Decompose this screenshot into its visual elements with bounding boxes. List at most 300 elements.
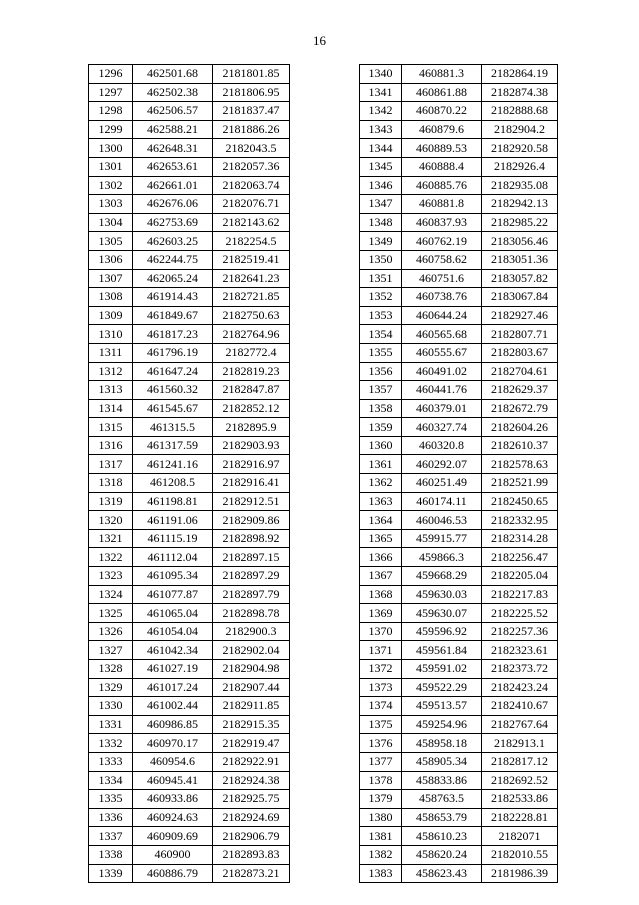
point-number-cell: 1343 — [360, 120, 402, 139]
point-number-cell: 1316 — [89, 436, 133, 455]
y-coordinate-cell: 2182874.38 — [482, 83, 558, 102]
point-number-cell: 1364 — [360, 511, 402, 530]
point-number-cell: 1341 — [360, 83, 402, 102]
point-number-cell: 1323 — [89, 567, 133, 586]
table-row — [360, 399, 558, 418]
x-coordinate-cell: 462661.01 — [133, 176, 213, 195]
x-coordinate-cell: 459630.03 — [402, 585, 482, 604]
y-coordinate-cell: 2182423.24 — [482, 678, 558, 697]
table-row — [360, 604, 558, 623]
point-number-cell: 1299 — [89, 120, 133, 139]
table-row — [89, 288, 290, 307]
y-coordinate-cell: 2182750.63 — [213, 306, 290, 325]
table-row — [89, 622, 290, 641]
table-row — [89, 232, 290, 251]
table-row — [360, 306, 558, 325]
table-row — [360, 474, 558, 493]
x-coordinate-cell: 459522.29 — [402, 678, 482, 697]
x-coordinate-cell: 460837.93 — [402, 213, 482, 232]
y-coordinate-cell: 2182904.98 — [213, 660, 290, 679]
table-row — [89, 827, 290, 846]
table-row — [360, 269, 558, 288]
point-number-cell: 1365 — [360, 529, 402, 548]
x-coordinate-cell: 460970.17 — [133, 734, 213, 753]
point-number-cell: 1307 — [89, 269, 133, 288]
y-coordinate-cell: 2182672.79 — [482, 399, 558, 418]
x-coordinate-cell: 462501.68 — [133, 65, 213, 84]
x-coordinate-cell: 460738.76 — [402, 288, 482, 307]
table-row — [89, 157, 290, 176]
y-coordinate-cell: 2182924.69 — [213, 808, 290, 827]
point-number-cell: 1350 — [360, 250, 402, 269]
y-coordinate-cell: 2181986.39 — [482, 864, 558, 883]
y-coordinate-cell: 2182578.63 — [482, 455, 558, 474]
point-number-cell: 1303 — [89, 195, 133, 214]
point-number-cell: 1327 — [89, 641, 133, 660]
x-coordinate-cell: 460909.69 — [133, 827, 213, 846]
y-coordinate-cell: 2182143.62 — [213, 213, 290, 232]
x-coordinate-cell: 460174.11 — [402, 492, 482, 511]
y-coordinate-cell: 2182864.19 — [482, 65, 558, 84]
x-coordinate-cell: 461317.59 — [133, 436, 213, 455]
point-number-cell: 1378 — [360, 771, 402, 790]
x-coordinate-cell: 461042.34 — [133, 641, 213, 660]
y-coordinate-cell: 2182898.78 — [213, 604, 290, 623]
y-coordinate-cell: 2182807.71 — [482, 325, 558, 344]
point-number-cell: 1366 — [360, 548, 402, 567]
point-number-cell: 1302 — [89, 176, 133, 195]
table-row — [89, 176, 290, 195]
point-number-cell: 1315 — [89, 418, 133, 437]
point-number-cell: 1305 — [89, 232, 133, 251]
point-number-cell: 1304 — [89, 213, 133, 232]
table-row — [89, 678, 290, 697]
table-row — [89, 474, 290, 493]
y-coordinate-cell: 2182533.86 — [482, 790, 558, 809]
x-coordinate-cell: 459254.96 — [402, 715, 482, 734]
point-number-cell: 1335 — [89, 790, 133, 809]
table-row — [89, 455, 290, 474]
y-coordinate-cell: 2182888.68 — [482, 102, 558, 121]
x-coordinate-cell: 460327.74 — [402, 418, 482, 437]
x-coordinate-cell: 462244.75 — [133, 250, 213, 269]
y-coordinate-cell: 2182767.64 — [482, 715, 558, 734]
y-coordinate-cell: 2182604.26 — [482, 418, 558, 437]
x-coordinate-cell: 460861.88 — [402, 83, 482, 102]
y-coordinate-cell: 2182610.37 — [482, 436, 558, 455]
y-coordinate-cell: 2182410.67 — [482, 697, 558, 716]
x-coordinate-cell: 460379.01 — [402, 399, 482, 418]
point-number-cell: 1352 — [360, 288, 402, 307]
y-coordinate-cell: 2183056.46 — [482, 232, 558, 251]
y-coordinate-cell: 2182912.51 — [213, 492, 290, 511]
x-coordinate-cell: 461241.16 — [133, 455, 213, 474]
x-coordinate-cell: 461095.34 — [133, 567, 213, 586]
y-coordinate-cell: 2182228.81 — [482, 808, 558, 827]
coordinates-table-right — [359, 64, 558, 883]
table-row — [360, 529, 558, 548]
y-coordinate-cell: 2182314.28 — [482, 529, 558, 548]
table-row — [89, 362, 290, 381]
table-row — [360, 250, 558, 269]
table-row — [360, 660, 558, 679]
table-row — [89, 269, 290, 288]
point-number-cell: 1314 — [89, 399, 133, 418]
point-number-cell: 1376 — [360, 734, 402, 753]
table-row — [89, 306, 290, 325]
table-row — [360, 715, 558, 734]
table-row — [360, 213, 558, 232]
table-row — [89, 660, 290, 679]
x-coordinate-cell: 460886.79 — [133, 864, 213, 883]
table-row — [89, 567, 290, 586]
table-row — [360, 343, 558, 362]
y-coordinate-cell: 2182076.71 — [213, 195, 290, 214]
y-coordinate-cell: 2181801.85 — [213, 65, 290, 84]
y-coordinate-cell: 2182897.29 — [213, 567, 290, 586]
y-coordinate-cell: 2182985.22 — [482, 213, 558, 232]
point-number-cell: 1308 — [89, 288, 133, 307]
coordinates-table-left — [88, 64, 290, 883]
table-row — [360, 641, 558, 660]
x-coordinate-cell: 459591.02 — [402, 660, 482, 679]
table-row — [360, 102, 558, 121]
point-number-cell: 1317 — [89, 455, 133, 474]
y-coordinate-cell: 2182257.36 — [482, 622, 558, 641]
y-coordinate-cell: 2182217.83 — [482, 585, 558, 604]
x-coordinate-cell: 460441.76 — [402, 381, 482, 400]
x-coordinate-cell: 459596.92 — [402, 622, 482, 641]
table-row — [360, 455, 558, 474]
y-coordinate-cell: 2182692.52 — [482, 771, 558, 790]
point-number-cell: 1351 — [360, 269, 402, 288]
y-coordinate-cell: 2182935.08 — [482, 176, 558, 195]
x-coordinate-cell: 461065.04 — [133, 604, 213, 623]
x-coordinate-cell: 459668.29 — [402, 567, 482, 586]
y-coordinate-cell: 2182010.55 — [482, 845, 558, 864]
table-row — [360, 418, 558, 437]
y-coordinate-cell: 2182819.23 — [213, 362, 290, 381]
x-coordinate-cell: 461077.87 — [133, 585, 213, 604]
y-coordinate-cell: 2182924.38 — [213, 771, 290, 790]
y-coordinate-cell: 2181806.95 — [213, 83, 290, 102]
table-row — [360, 139, 558, 158]
point-number-cell: 1306 — [89, 250, 133, 269]
point-number-cell: 1301 — [89, 157, 133, 176]
x-coordinate-cell: 461002.44 — [133, 697, 213, 716]
x-coordinate-cell: 460565.68 — [402, 325, 482, 344]
y-coordinate-cell: 2182519.41 — [213, 250, 290, 269]
x-coordinate-cell: 461817.23 — [133, 325, 213, 344]
y-coordinate-cell: 2182764.96 — [213, 325, 290, 344]
y-coordinate-cell: 2182873.21 — [213, 864, 290, 883]
y-coordinate-cell: 2182916.41 — [213, 474, 290, 493]
y-coordinate-cell: 2182852.12 — [213, 399, 290, 418]
point-number-cell: 1333 — [89, 752, 133, 771]
table-row — [360, 65, 558, 84]
point-number-cell: 1334 — [89, 771, 133, 790]
x-coordinate-cell: 462065.24 — [133, 269, 213, 288]
x-coordinate-cell: 461914.43 — [133, 288, 213, 307]
y-coordinate-cell: 2182721.85 — [213, 288, 290, 307]
point-number-cell: 1313 — [89, 381, 133, 400]
y-coordinate-cell: 2182373.72 — [482, 660, 558, 679]
y-coordinate-cell: 2182902.04 — [213, 641, 290, 660]
x-coordinate-cell: 459866.3 — [402, 548, 482, 567]
y-coordinate-cell: 2181886.26 — [213, 120, 290, 139]
point-number-cell: 1374 — [360, 697, 402, 716]
point-number-cell: 1312 — [89, 362, 133, 381]
x-coordinate-cell: 461560.32 — [133, 381, 213, 400]
x-coordinate-cell: 458620.24 — [402, 845, 482, 864]
table-row — [360, 678, 558, 697]
y-coordinate-cell: 2182925.75 — [213, 790, 290, 809]
x-coordinate-cell: 460758.62 — [402, 250, 482, 269]
point-number-cell: 1337 — [89, 827, 133, 846]
y-coordinate-cell: 2182817.12 — [482, 752, 558, 771]
table-row — [89, 436, 290, 455]
point-number-cell: 1372 — [360, 660, 402, 679]
y-coordinate-cell: 2182897.15 — [213, 548, 290, 567]
x-coordinate-cell: 460900 — [133, 845, 213, 864]
table-row — [360, 752, 558, 771]
x-coordinate-cell: 460555.67 — [402, 343, 482, 362]
y-coordinate-cell: 2182205.04 — [482, 567, 558, 586]
point-number-cell: 1329 — [89, 678, 133, 697]
y-coordinate-cell: 2182906.79 — [213, 827, 290, 846]
point-number-cell: 1382 — [360, 845, 402, 864]
y-coordinate-cell: 2182920.58 — [482, 139, 558, 158]
point-number-cell: 1377 — [360, 752, 402, 771]
table-row — [89, 808, 290, 827]
point-number-cell: 1311 — [89, 343, 133, 362]
y-coordinate-cell: 2182057.36 — [213, 157, 290, 176]
y-coordinate-cell: 2181837.47 — [213, 102, 290, 121]
x-coordinate-cell: 461545.67 — [133, 399, 213, 418]
table-row — [89, 511, 290, 530]
x-coordinate-cell: 458623.43 — [402, 864, 482, 883]
y-coordinate-cell: 2182927.46 — [482, 306, 558, 325]
point-number-cell: 1353 — [360, 306, 402, 325]
point-number-cell: 1338 — [89, 845, 133, 864]
point-number-cell: 1346 — [360, 176, 402, 195]
table-row — [360, 771, 558, 790]
point-number-cell: 1361 — [360, 455, 402, 474]
point-number-cell: 1354 — [360, 325, 402, 344]
point-number-cell: 1336 — [89, 808, 133, 827]
y-coordinate-cell: 2182911.85 — [213, 697, 290, 716]
table-row — [89, 734, 290, 753]
y-coordinate-cell: 2183057.82 — [482, 269, 558, 288]
table-row — [360, 511, 558, 530]
point-number-cell: 1360 — [360, 436, 402, 455]
y-coordinate-cell: 2182847.87 — [213, 381, 290, 400]
table-row — [89, 771, 290, 790]
point-number-cell: 1381 — [360, 827, 402, 846]
point-number-cell: 1359 — [360, 418, 402, 437]
y-coordinate-cell: 2182071 — [482, 827, 558, 846]
y-coordinate-cell: 2182629.37 — [482, 381, 558, 400]
table-row — [89, 343, 290, 362]
table-row — [89, 697, 290, 716]
y-coordinate-cell: 2182254.5 — [213, 232, 290, 251]
table-row — [360, 232, 558, 251]
x-coordinate-cell: 461112.04 — [133, 548, 213, 567]
table-row — [360, 567, 558, 586]
point-number-cell: 1322 — [89, 548, 133, 567]
table-row — [360, 492, 558, 511]
x-coordinate-cell: 461647.24 — [133, 362, 213, 381]
table-row — [360, 195, 558, 214]
point-number-cell: 1331 — [89, 715, 133, 734]
point-number-cell: 1362 — [360, 474, 402, 493]
x-coordinate-cell: 460954.6 — [133, 752, 213, 771]
y-coordinate-cell: 2182893.83 — [213, 845, 290, 864]
x-coordinate-cell: 460885.76 — [402, 176, 482, 195]
table-row — [360, 548, 558, 567]
table-row — [360, 381, 558, 400]
x-coordinate-cell: 460870.22 — [402, 102, 482, 121]
table-row — [89, 381, 290, 400]
point-number-cell: 1309 — [89, 306, 133, 325]
y-coordinate-cell: 2182916.97 — [213, 455, 290, 474]
y-coordinate-cell: 2182919.47 — [213, 734, 290, 753]
x-coordinate-cell: 458958.18 — [402, 734, 482, 753]
x-coordinate-cell: 459561.84 — [402, 641, 482, 660]
y-coordinate-cell: 2182521.99 — [482, 474, 558, 493]
y-coordinate-cell: 2182926.4 — [482, 157, 558, 176]
point-number-cell: 1379 — [360, 790, 402, 809]
point-number-cell: 1347 — [360, 195, 402, 214]
point-number-cell: 1357 — [360, 381, 402, 400]
x-coordinate-cell: 460879.6 — [402, 120, 482, 139]
x-coordinate-cell: 462753.69 — [133, 213, 213, 232]
table-row — [89, 65, 290, 84]
x-coordinate-cell: 460251.49 — [402, 474, 482, 493]
x-coordinate-cell: 460644.24 — [402, 306, 482, 325]
x-coordinate-cell: 458833.86 — [402, 771, 482, 790]
table-row — [89, 585, 290, 604]
point-number-cell: 1371 — [360, 641, 402, 660]
table-row — [360, 436, 558, 455]
point-number-cell: 1324 — [89, 585, 133, 604]
y-coordinate-cell: 2182895.9 — [213, 418, 290, 437]
page-number: 16 — [313, 33, 326, 48]
table-row — [89, 641, 290, 660]
x-coordinate-cell: 458905.34 — [402, 752, 482, 771]
x-coordinate-cell: 458763.5 — [402, 790, 482, 809]
y-coordinate-cell: 2182898.92 — [213, 529, 290, 548]
table-row — [360, 622, 558, 641]
table-row — [360, 83, 558, 102]
point-number-cell: 1296 — [89, 65, 133, 84]
table-row — [360, 120, 558, 139]
y-coordinate-cell: 2182323.61 — [482, 641, 558, 660]
point-number-cell: 1310 — [89, 325, 133, 344]
x-coordinate-cell: 461796.19 — [133, 343, 213, 362]
y-coordinate-cell: 2182907.44 — [213, 678, 290, 697]
table-row — [360, 585, 558, 604]
table-row — [360, 362, 558, 381]
point-number-cell: 1356 — [360, 362, 402, 381]
table-row — [89, 604, 290, 623]
table-row — [89, 790, 290, 809]
point-number-cell: 1355 — [360, 343, 402, 362]
point-number-cell: 1321 — [89, 529, 133, 548]
x-coordinate-cell: 460491.02 — [402, 362, 482, 381]
x-coordinate-cell: 459630.07 — [402, 604, 482, 623]
x-coordinate-cell: 459513.57 — [402, 697, 482, 716]
point-number-cell: 1345 — [360, 157, 402, 176]
x-coordinate-cell: 462502.38 — [133, 83, 213, 102]
table-row — [89, 213, 290, 232]
y-coordinate-cell: 2182332.95 — [482, 511, 558, 530]
x-coordinate-cell: 458610.23 — [402, 827, 482, 846]
point-number-cell: 1375 — [360, 715, 402, 734]
point-number-cell: 1318 — [89, 474, 133, 493]
table-row — [360, 790, 558, 809]
x-coordinate-cell: 461315.5 — [133, 418, 213, 437]
y-coordinate-cell: 2182704.61 — [482, 362, 558, 381]
x-coordinate-cell: 462653.61 — [133, 157, 213, 176]
x-coordinate-cell: 460762.19 — [402, 232, 482, 251]
point-number-cell: 1373 — [360, 678, 402, 697]
x-coordinate-cell: 461054.04 — [133, 622, 213, 641]
x-coordinate-cell: 462603.25 — [133, 232, 213, 251]
table-row — [360, 827, 558, 846]
y-coordinate-cell: 2182225.52 — [482, 604, 558, 623]
y-coordinate-cell: 2182063.74 — [213, 176, 290, 195]
point-number-cell: 1319 — [89, 492, 133, 511]
y-coordinate-cell: 2182772.4 — [213, 343, 290, 362]
x-coordinate-cell: 460889.53 — [402, 139, 482, 158]
y-coordinate-cell: 2182897.79 — [213, 585, 290, 604]
point-number-cell: 1328 — [89, 660, 133, 679]
point-number-cell: 1349 — [360, 232, 402, 251]
y-coordinate-cell: 2182903.93 — [213, 436, 290, 455]
point-number-cell: 1368 — [360, 585, 402, 604]
table-row — [360, 734, 558, 753]
table-row — [360, 325, 558, 344]
x-coordinate-cell: 461027.19 — [133, 660, 213, 679]
x-coordinate-cell: 460933.86 — [133, 790, 213, 809]
y-coordinate-cell: 2182803.67 — [482, 343, 558, 362]
point-number-cell: 1363 — [360, 492, 402, 511]
x-coordinate-cell: 460986.85 — [133, 715, 213, 734]
table-row — [360, 808, 558, 827]
y-coordinate-cell: 2182450.65 — [482, 492, 558, 511]
point-number-cell: 1342 — [360, 102, 402, 121]
point-number-cell: 1380 — [360, 808, 402, 827]
x-coordinate-cell: 462676.06 — [133, 195, 213, 214]
table-row — [89, 120, 290, 139]
point-number-cell: 1325 — [89, 604, 133, 623]
table-row — [360, 845, 558, 864]
table-row — [360, 864, 558, 883]
table-row — [89, 752, 290, 771]
y-coordinate-cell: 2183067.84 — [482, 288, 558, 307]
point-number-cell: 1298 — [89, 102, 133, 121]
point-number-cell: 1297 — [89, 83, 133, 102]
table-row — [360, 157, 558, 176]
x-coordinate-cell: 461017.24 — [133, 678, 213, 697]
table-row — [89, 399, 290, 418]
y-coordinate-cell: 2182043.5 — [213, 139, 290, 158]
point-number-cell: 1370 — [360, 622, 402, 641]
table-row — [89, 418, 290, 437]
y-coordinate-cell: 2182913.1 — [482, 734, 558, 753]
table-row — [89, 250, 290, 269]
